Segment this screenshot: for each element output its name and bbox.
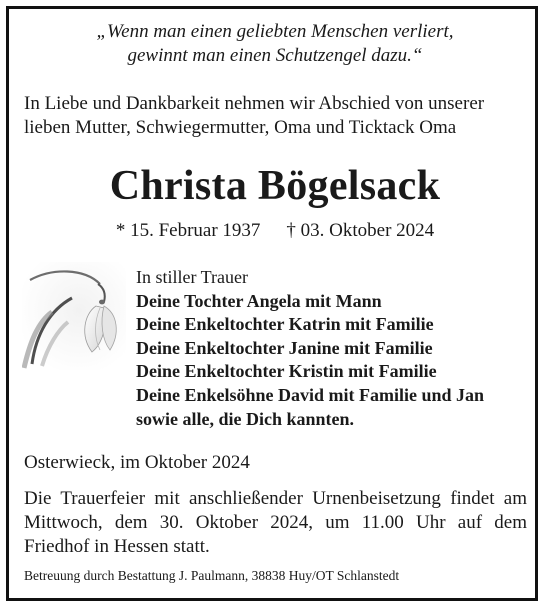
mourner-line: Deine Enkelsöhne David mit Familie und Jan [136,384,485,405]
snowdrop-flower-icon [22,262,126,370]
life-dates [0,219,550,243]
deceased-name: Christa Bögelsack [109,163,441,209]
quote-line-1: „Wenn man einen geliebten Menschen verliert, [96,21,454,42]
mourner-line: Deine Tochter Angela mit Mann [136,290,382,311]
undertaker-note: Betreuung durch Bestattung J. Paulmann, 38838 Huy/OT Schlanstedt [24,568,400,583]
mourner-line: Deine Enkeltochter Katrin mit Familie [136,314,434,335]
mourners-list [136,266,536,431]
mourner-line: sowie alle, die Dich kannten. [136,408,355,429]
mourners-heading: In stiller Trauer [136,267,248,287]
birth-date: * 15. Februar 1937 [115,220,261,241]
death-date: † 03. Oktober 2024 [286,220,435,241]
place-and-date: Osterwieck, im Oktober 2024 [24,452,250,473]
funeral-info: Die Trauerfeier mit anschließender Urnenbeisetzung findet am Mittwoch, dem 30. Oktober 2024, um 11.00 Uhr auf dem Friedhof in Hessen statt. [24,488,527,557]
memorial-quote [0,20,550,68]
quote-line-2: gewinnt man einen Schutzengel dazu.“ [127,45,423,66]
mourner-line: Deine Enkeltochter Janine mit Familie [136,337,433,358]
mourner-line: Deine Enkeltochter Kristin mit Familie [136,361,437,382]
intro-text: In Liebe und Dankbarkeit nehmen wir Abschied von unserer lieben Mutter, Schwiegermutter, Oma und Ticktack Oma [24,93,485,138]
